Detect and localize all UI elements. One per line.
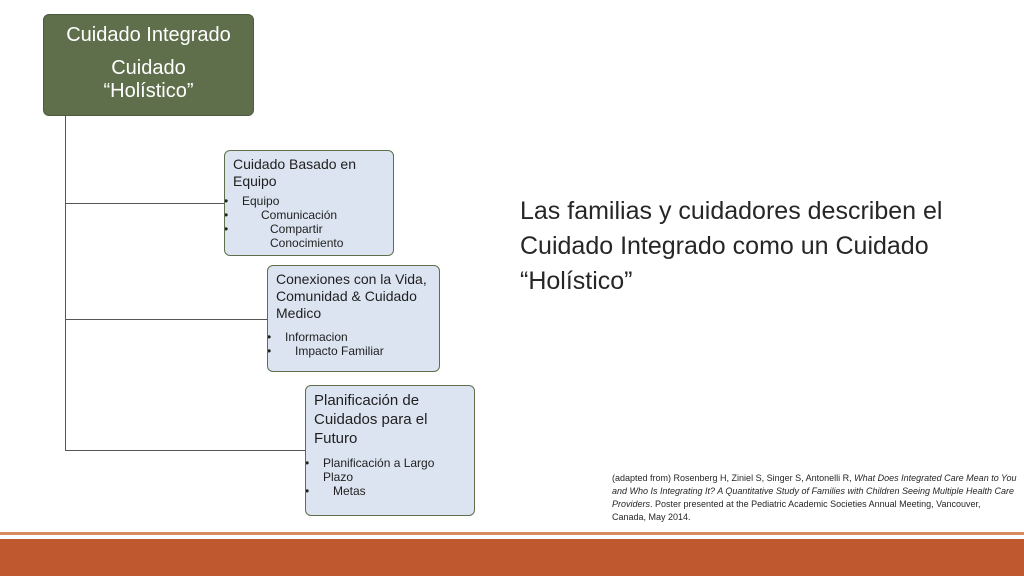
accent-bar-thin — [0, 532, 1024, 535]
list-item: • Equipo — [233, 194, 385, 208]
accent-bar — [0, 539, 1024, 576]
root-subtitle-line2: “Holístico” — [103, 80, 194, 102]
child-title: Planificación de Cuidados para el Futuro — [314, 392, 428, 447]
connector-branch-3 — [65, 450, 306, 451]
child-node-team-care — [224, 150, 394, 256]
connector-trunk — [65, 116, 66, 451]
citation — [612, 472, 1017, 524]
root-title: Cuidado Integrado — [66, 24, 231, 46]
list-item: • Compartir Conocimiento — [233, 222, 385, 250]
main-statement: Las familias y cuidadores describen el Cuidado Integrado como un Cuidado “Holístico” — [520, 197, 943, 295]
child-title: Cuidado Basado en Equipo — [233, 156, 356, 189]
root-subtitle — [44, 57, 253, 103]
root-subtitle-line1: Cuidado — [111, 57, 186, 79]
list-item: • Informacion — [276, 330, 431, 344]
root-node — [43, 14, 254, 116]
citation-title: What Does Integrated Care Mean to You and Who Is Integrating It? A Quantitative Study of Families with Children Seeing Multiple Health Care Providers — [612, 473, 1017, 509]
child-list — [276, 330, 431, 358]
child-title: Conexiones con la Vida, Comunidad & Cuidado Medico — [276, 271, 427, 321]
child-list — [314, 456, 466, 498]
list-item: • Metas — [314, 484, 466, 498]
citation-prefix: (adapted from) Rosenberg H, Ziniel S, Singer S, Antonelli R, — [612, 473, 855, 483]
list-item: • Planificación a Largo Plazo — [314, 456, 466, 484]
connector-branch-2 — [65, 319, 268, 320]
child-node-future-planning — [305, 385, 475, 516]
list-item: • Impacto Familiar — [276, 344, 431, 358]
list-item: • Comunicación — [233, 208, 385, 222]
connector-branch-1 — [65, 203, 225, 204]
citation-suffix: . Poster presented at the Pediatric Academic Societies Annual Meeting, Vancouver, Canada, May 2014. — [612, 499, 981, 522]
child-list — [233, 194, 385, 250]
child-node-connections — [267, 265, 440, 372]
